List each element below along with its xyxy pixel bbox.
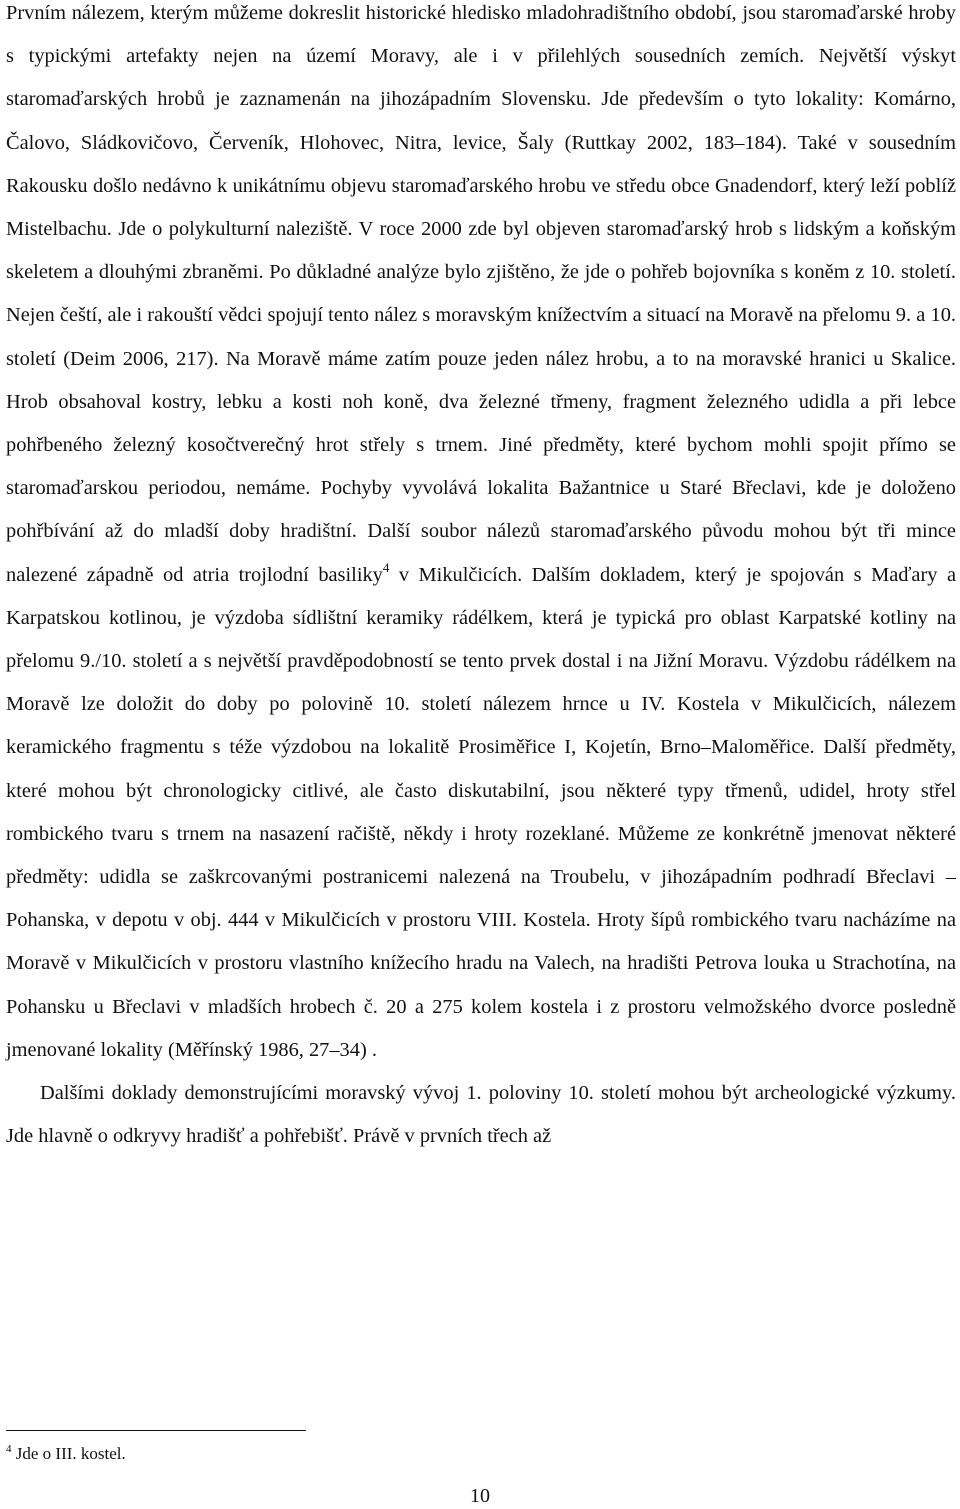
paragraph-1-continuation: v Mikulčicích. Dalším dokladem, který je spojován s Maďary a Karpatskou kotlinou, je výzdoba sídlištní keramiky rádélkem, která je typická pro oblast Karpatské kotliny na přelomu 9./10. století a s největší pravděpodobností se tento prvek dostal i na Jižní Moravu. Výzdobu rádélkem na Moravě lze doložit do doby po polovině 10. století nálezem hrnce u IV. Kostela v Mikulčicích, nálezem keramického fragmentu s téže výzdobou na lokalitě Prosiměřice I, Kojetín, Brno–Maloměřice. Další předměty, které mohou být chronologicky citlivé, ale často diskutabilní, jsou některé typy třmenů, udidel, hroty střel rombického tvaru s trnem na nasazení račiště, někdy i hroty rozeklané. Můžeme ze konkrétně jmenovat některé předměty: udidla se zaškrcovanými postranicemi nalezená na Troubelu, v jihozápadním podhradí Břeclavi – Pohanska, v depotu v obj. 444 v Mikulčicích v prostoru VIII. Kostela. Hroty šípů rombického tvaru nacházíme na Moravě v Mikulčicích v prostoru vlastního knížecího hradu na Valech, na hradišti Petrova louka u Strachotína, na Pohansku u Břeclavi v mladších hrobech č. 20 a 275 kolem kostela i z prostoru velmožského dvorce posledně jmenované lokality (Měřínský 1986, 27–34) . [6, 563, 956, 1061]
paragraph-2: Dalšími doklady demonstrujícími moravský vývoj 1. poloviny 10. století mohou být archeologické výzkumy. Jde hlavně o odkryvy hradišť a pohřebišť. Právě v prvních třech až [6, 1082, 956, 1148]
footnote [6, 1443, 126, 1465]
paragraph-1 [6, 0, 956, 1072]
page-number: 10 [470, 1485, 490, 1507]
paragraph-1-text: Prvním nálezem, kterým můžeme dokreslit historické hledisko mladohradištního období, jsou staromaďarské hroby s typickými artefakty nejen na území Moravy, ale i v přilehlých sousedních zemích. Největší výskyt staromaďarských hrobů je zaznamenán na jihozápadním Slovensku. Jde především o tyto lokality: Komárno, Čalovo, Sládkovičovo, Červeník, Hlohovec, Nitra, levice, Šaly (Ruttkay 2002, 183–184). Také v sousedním Rakousku došlo nedávno k unikátnímu objevu staromaďarského hrobu ve středu obce Gnadendorf, který leží poblíž Mistelbachu. Jde o polykulturní naleziště. V roce 2000 zde byl objeven staromaďarský hrob s lidským a koňským skeletem a dlouhými zbraněmi. Po důkladné analýze bylo zjištěno, že jde o pohřeb bojovníka s koněm z 10. století. Nejen čeští, ale i rakouští vědci spojují tento nález s moravským knížectvím a situací na Moravě na přelomu 9. a 10. století (Deim 2006, 217). Na Moravě máme zatím pouze jeden nález hrobu, a to na moravské hranici u Skalice. Hrob obsahoval kostry, lebku a kosti noh koně, dva železné třmeny, fragment železného udidla a při lebce pohřbeného železný kosočtverečný hrot střely s trnem. Jiné předměty, které bychom mohli spojit přímo se staromaďarskou periodou, nemáme. Pochyby vyvolává lokalita Bažantnice u Staré Břeclavi, kde je doloženo pohřbívání až do mladší doby hradištní. Další soubor nálezů staromaďarského původu mohou být tři mince nalezené západně od atria trojlodní basiliky [6, 2, 956, 586]
footnote-marker: 4 [6, 1443, 12, 1455]
document-page [6, 0, 956, 1158]
footnote-separator [6, 1430, 306, 1431]
footnote-reference: 4 [382, 559, 390, 575]
footnote-text: Jde o III. kostel. [11, 1444, 126, 1463]
